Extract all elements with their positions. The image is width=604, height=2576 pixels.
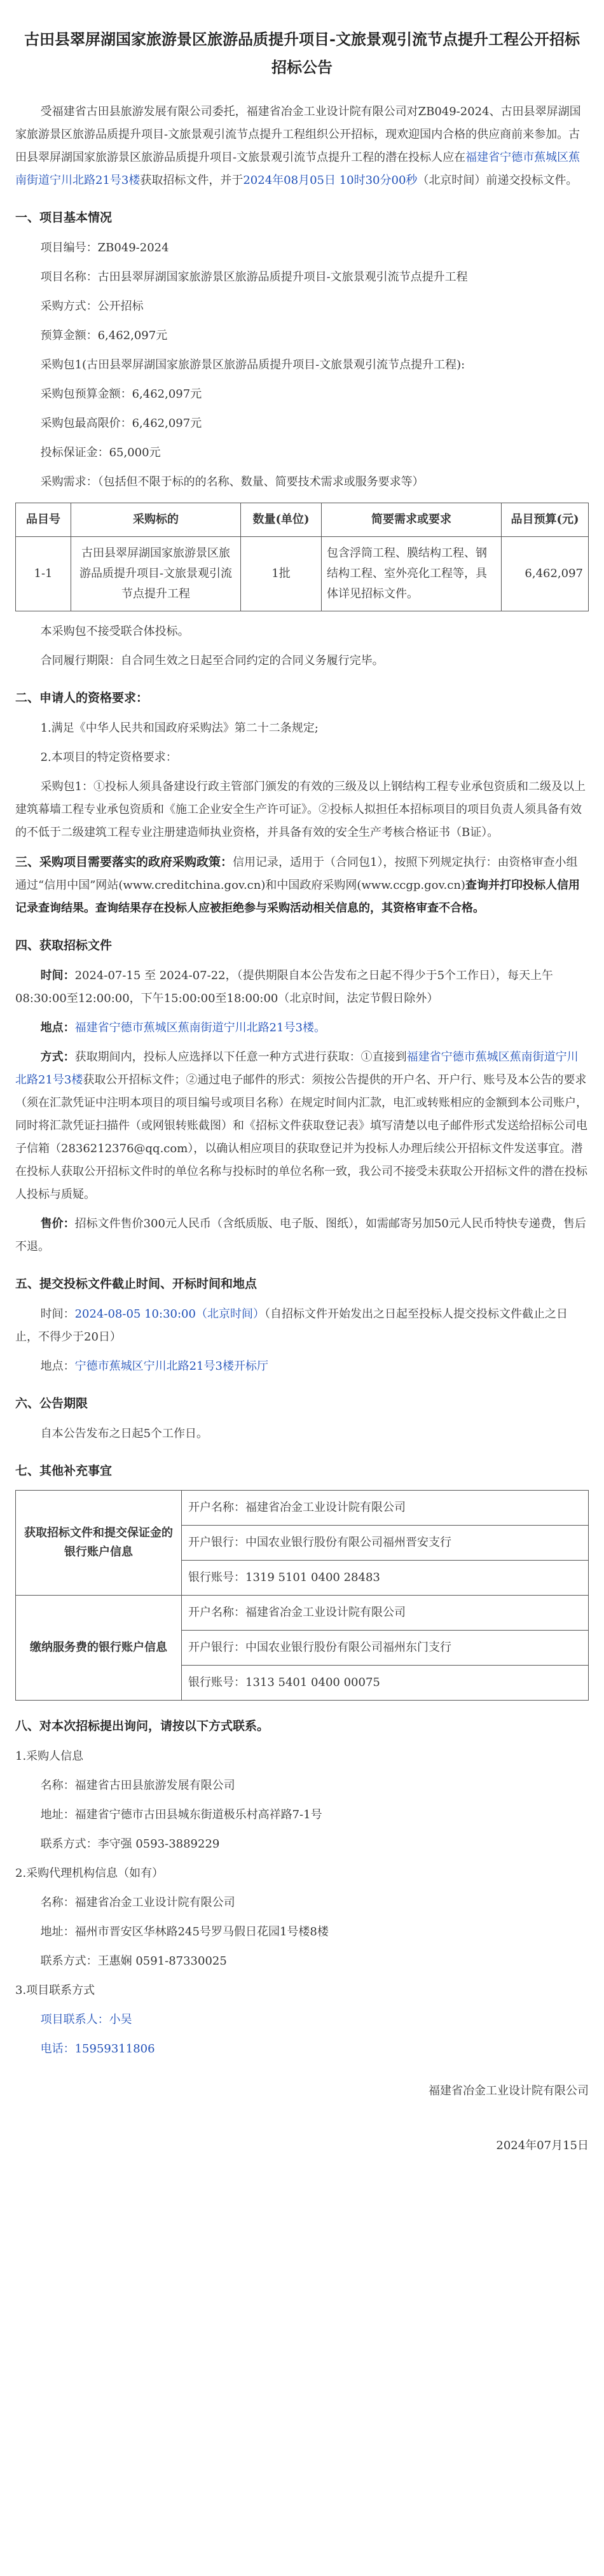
place-label: 地点：	[40, 1021, 75, 1034]
qualification-2-detail: 采购包1：①投标人须具备建设行政主管部门颁发的有效的三级及以上钢结构工程专业承包资质和二级及以上建筑幕墙工程专业承包资质和《施工企业安全生产许可证》。②投标人拟担任本招标项目的项目负责人须具备有效的不低于二级建筑工程专业注册建造师执业资格，并具备有效的安全生产考核合格证书（B证）。	[15, 780, 586, 839]
bid-deadline	[15, 1303, 589, 1349]
deadline-time: 2024-08-05 10:30:00（北京时间）	[74, 1307, 264, 1321]
section-8-title: 八、对本次招标提出询问，请按以下方式联系。	[15, 1719, 270, 1733]
section-7-title: 七、其他补充事宜	[15, 1464, 113, 1478]
lot-req-cell: 包含浮筒工程、膜结构工程、钢结构工程、室外亮化工程等，具体详见招标文件。	[322, 537, 502, 611]
section-3	[15, 851, 589, 920]
section-3-text: 信用记录，适用于（合同包1），按照下列规定执行：由资格审查小组通过“信用中国”网站(www.creditchina.gov.cn)和中国政府采购网(www.ccgp.gov.cn)	[15, 856, 578, 892]
table-row	[16, 537, 589, 611]
lot-subject-cell: 古田县翠屏湖国家旅游景区旅游品质提升项目-文旅景观引流节点提升工程	[71, 537, 241, 611]
buyer-name: 名称：福建省古田县旅游发展有限公司	[40, 1779, 235, 1792]
section-6-title: 六、公告期限	[15, 1396, 88, 1410]
get-doc-place	[15, 1017, 589, 1040]
table-row	[16, 1596, 589, 1631]
qualification-1: 1.满足《中华人民共和国政府采购法》第二十二条规定;	[40, 721, 319, 735]
mode-address: 福建省宁德市蕉城区蕉南街道宁川北路21号3楼	[15, 1050, 579, 1087]
project-contact-phone: 电话：15959311806	[40, 2042, 155, 2056]
bond-account-bank: 开户银行：中国农业银行股份有限公司福州晋安支行	[182, 1526, 589, 1561]
buyer-address: 地址：福建省宁德市古田县城东街道极乐村高祥路7-1号	[40, 1808, 322, 1821]
notice-period: 自本公告发布之日起5个工作日。	[40, 1427, 209, 1440]
contract-period: 合同履行期限：自合同生效之日起至合同约定的合同义务履行完毕。	[40, 654, 384, 667]
bid-place-text: 宁德市蕉城区宁川北路21号3楼开标厅	[74, 1360, 268, 1373]
price-text: 招标文件售价300元人民币（含纸质版、电子版、图纸），如需邮寄另加50元人民币特快专递费，售后不退。	[15, 1217, 586, 1253]
section-3-bold: 查询并打印投标人信用记录查询结果。查询结果存在投标人应被拒绝参与采购活动相关信息的，其资格审查不合格。	[15, 879, 580, 915]
bid-place	[15, 1355, 589, 1378]
agent-address: 地址：福州市晋安区华林路245号罗马假日花园1号楼8楼	[40, 1925, 329, 1939]
fee-account-number: 银行账号：1313 5401 0400 00075	[182, 1666, 589, 1701]
project-contact-title: 3.项目联系方式	[15, 1984, 95, 1997]
time-label: 时间：	[40, 969, 75, 982]
get-doc-mode	[15, 1046, 589, 1206]
project-number: 项目编号：ZB049-2024	[40, 241, 169, 254]
lot-col-budget: 品目预算(元)	[502, 503, 589, 537]
deadline-note: （自招标文件开始发出之日起至投标人提交投标文件截止之日止，不得少于20日）	[15, 1307, 568, 1344]
lot-qty-cell: 1批	[241, 537, 322, 611]
agent-title: 2.采购代理机构信息（如有）	[15, 1867, 164, 1880]
intro-address: 福建省宁德市蕉城区蕉南街道宁川北路21号3楼	[15, 151, 580, 187]
get-doc-price	[15, 1213, 589, 1258]
lot-no-cell: 1-1	[16, 537, 71, 611]
lot-col-subject: 采购标的	[71, 503, 241, 537]
bank-account-table	[15, 1490, 589, 1701]
bond-account-head: 获取招标文件和提交保证金的银行账户信息	[16, 1491, 182, 1596]
mode-text-2: 获取公开招标文件；②通过电子邮件的形式：须按公告提供的开户名、开户行、账号及本公告的要求（须在汇款凭证中注明本项目的项目编号或项目名称）在规定时间内汇款，电汇或转账相应的金额到本公司账户，同时将汇款凭证扫描件（或网银转账截图）和《招标文件获取登记表》填写清楚以电子邮件形式发送给招标公司电子信箱（2836212376@qq.com），以确认相应项目的获取登记并为投标人办理后续公开招标文件发送事宜。潜在投标人获取公开招标文件时的单位名称与投标时的单位名称一致，我公司不接受未获取公开招标文件的潜在投标人投标与质疑。	[15, 1073, 587, 1201]
contact-section	[15, 1715, 589, 2061]
procurement-method: 采购方式：公开招标	[40, 300, 144, 313]
bond-account-name: 开户名称：福建省冶金工业设计院有限公司	[182, 1491, 589, 1526]
signature-date: 2024年07月15日	[496, 2139, 589, 2152]
consortium-note: 本采购包不接受联合体投标。	[40, 625, 189, 638]
place-text: 福建省宁德市蕉城区蕉南街道宁川北路21号3楼。	[74, 1021, 326, 1034]
signature-org: 福建省冶金工业设计院有限公司	[429, 2084, 589, 2098]
intro-text-2: 获取招标文件，并于	[140, 174, 244, 187]
bid-place-label: 地点：	[40, 1360, 75, 1373]
lot-title: 采购包1(古田县翠屏湖国家旅游景区旅游品质提升项目-文旅景观引流节点提升工程):	[40, 358, 465, 372]
mode-label: 方式：	[40, 1050, 75, 1064]
section-1-title: 一、项目基本情况	[15, 211, 113, 225]
buyer-contact: 联系方式：李守强 0593-3889229	[40, 1837, 220, 1851]
lot-table	[15, 503, 589, 611]
fee-account-name: 开户名称：福建省冶金工业设计院有限公司	[182, 1596, 589, 1631]
section-5-title: 五、提交投标文件截止时间、开标时间和地点	[15, 1277, 257, 1291]
fee-account-bank: 开户银行：中国农业银行股份有限公司福州东门支行	[182, 1631, 589, 1666]
table-row	[16, 1491, 589, 1526]
budget-amount: 预算金额：6,462,097元	[40, 329, 168, 342]
page-title: 古田县翠屏湖国家旅游景区旅游品质提升项目-文旅景观引流节点提升工程公开招标招标公告	[24, 30, 580, 76]
agent-name: 名称：福建省冶金工业设计院有限公司	[40, 1896, 235, 1909]
procurement-needs: 采购需求：（包括但不限于标的的名称、数量、简要技术需求或服务要求等）	[40, 475, 424, 489]
intro-paragraph	[15, 101, 589, 192]
buyer-title: 1.采购人信息	[15, 1750, 84, 1763]
lot-table-header	[16, 503, 589, 537]
section-4-title: 四、获取招标文件	[15, 938, 113, 952]
intro-deadline: 2024年08月05日 10时30分00秒	[243, 174, 418, 187]
bond-account-number: 银行账号：1319 5101 0400 28483	[182, 1561, 589, 1596]
project-name: 项目名称：古田县翠屏湖国家旅游景区旅游品质提升项目-文旅景观引流节点提升工程	[40, 270, 468, 284]
lot-max-price: 采购包最高限价：6,462,097元	[40, 417, 202, 430]
bid-bond: 投标保证金：65,000元	[40, 446, 161, 459]
mode-text-1: 获取期间内，投标人应选择以下任意一种方式进行获取：①直接到	[74, 1050, 407, 1064]
intro-text-3: （北京时间）前递交投标文件。	[417, 174, 578, 187]
intro-text-1: 受福建省古田县旅游发展有限公司委托，福建省冶金工业设计院有限公司对ZB049-2024、古田县翠屏湖国家旅游景区旅游品质提升项目-文旅景观引流节点提升工程组织公开招标，现欢迎国内合格的供应商前来参加。古田县翠屏湖国家旅游景区旅游品质提升项目-文旅景观引流节点提升工程的潜在投标人应在	[15, 105, 581, 164]
lot-col-no: 品目号	[16, 503, 71, 537]
lot-col-req: 简要需求或要求	[322, 503, 502, 537]
lot-budget-cell: 6,462,097	[502, 537, 589, 611]
agent-contact: 联系方式：王惠娴 0591-87330025	[40, 1954, 227, 1968]
get-doc-time	[15, 964, 589, 1010]
price-label: 售价：	[40, 1217, 75, 1230]
fee-account-head: 缴纳服务费的银行账户信息	[16, 1596, 182, 1701]
qualification-2: 2.本项目的特定资格要求：	[40, 751, 177, 764]
lot-budget: 采购包预算金额：6,462,097元	[40, 387, 202, 401]
section-3-title: 三、采购项目需要落实的政府采购政策：	[15, 855, 233, 869]
deadline-label: 时间：	[40, 1307, 75, 1321]
section-2-title: 二、申请人的资格要求：	[15, 691, 149, 705]
time-text: 2024-07-15 至 2024-07-22，（提供期限自本公告发布之日起不得少于5个工作日），每天上午08:30:00至12:00:00，下午15:00:00至18:00:00（北京时间，法定节假日除外）	[15, 969, 554, 1005]
project-contact-person: 项目联系人：小吴	[40, 2013, 132, 2026]
lot-col-qty: 数量(单位)	[241, 503, 322, 537]
